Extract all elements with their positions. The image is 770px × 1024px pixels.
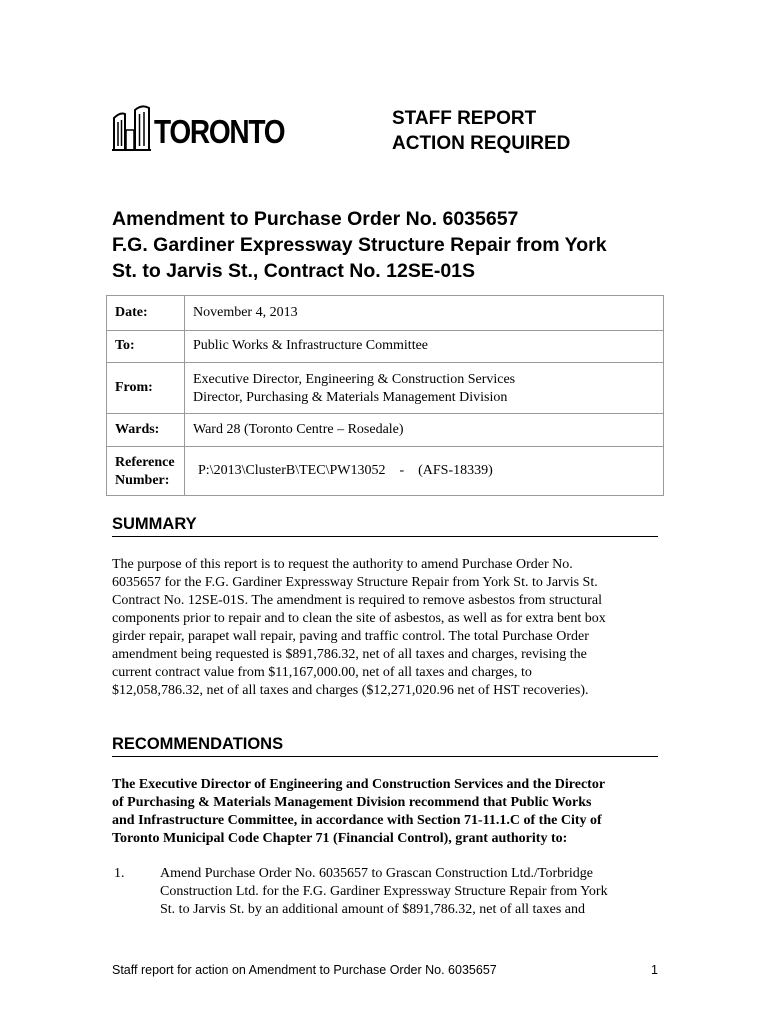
- date-label: Date:: [115, 305, 148, 320]
- recommendations-intro: [112, 776, 672, 848]
- from-value-2: Director, Purchasing & Materials Management Division: [193, 390, 508, 405]
- summary-line: amendment being requested is $891,786.32, net of all taxes and charges, revising the: [112, 647, 587, 662]
- table-row-divider: [107, 446, 663, 447]
- table-column-divider: [184, 296, 185, 495]
- reference-label-2: Number:: [115, 473, 170, 488]
- recommendation-item-line: Amend Purchase Order No. 6035657 to Grascan Construction Ltd./Torbridge: [160, 866, 593, 881]
- to-label: To:: [115, 338, 135, 353]
- title-line-3: St. to Jarvis St., Contract No. 12SE-01S: [112, 260, 476, 282]
- recommendation-item-text: [160, 865, 608, 919]
- report-type-line-1: STAFF REPORT: [392, 108, 537, 129]
- summary-line: components prior to repair and to clean the site of asbestos, as well as for extra bent box: [112, 611, 606, 626]
- wards-value: Ward 28 (Toronto Centre – Rosedale): [193, 422, 404, 437]
- table-row-divider: [107, 330, 663, 331]
- page-number: 1: [651, 963, 658, 977]
- recommendations-intro-line: The Executive Director of Engineering and Construction Services and the Director: [112, 777, 606, 792]
- document-title: [112, 206, 672, 284]
- recommendations-intro-line: of Purchasing & Materials Management Division recommend that Public Works: [112, 795, 592, 810]
- logo-wordmark: TORONTO: [154, 113, 285, 150]
- reference-value: P:\2013\ClusterB\TEC\PW13052 - (AFS-18339): [198, 463, 493, 478]
- table-row-divider: [107, 362, 663, 363]
- report-info-table: [106, 295, 664, 496]
- recommendation-item-number: 1.: [114, 866, 125, 881]
- title-line-1: Amendment to Purchase Order No. 6035657: [112, 208, 519, 230]
- summary-body: [112, 556, 672, 700]
- reference-label-1: Reference: [115, 455, 175, 470]
- page-footer: Staff report for action on Amendment to Purchase Order No. 6035657: [112, 963, 497, 977]
- recommendation-item-line: St. to Jarvis St. by an additional amount of $891,786.32, net of all taxes and: [160, 902, 585, 917]
- summary-line: girder repair, parapet wall repair, paving and traffic control. The total Purchase Order: [112, 629, 589, 644]
- summary-heading: SUMMARY: [112, 514, 658, 537]
- from-value-1: Executive Director, Engineering & Construction Services: [193, 372, 516, 387]
- recommendations-intro-line: and Infrastructure Committee, in accordance with Section 71-11.1.C of the City of: [112, 813, 602, 828]
- wards-label: Wards:: [115, 422, 160, 437]
- date-value: November 4, 2013: [193, 305, 298, 320]
- to-value: Public Works & Infrastructure Committee: [193, 338, 429, 353]
- toronto-logo: [112, 104, 285, 154]
- report-type-heading: [392, 106, 570, 156]
- summary-line: $12,058,786.32, net of all taxes and charges ($12,271,020.96 net of HST recoveries).: [112, 683, 589, 698]
- summary-line: current contract value from $11,167,000.00, net of all taxes and charges, to: [112, 665, 532, 680]
- from-label: From:: [115, 380, 153, 395]
- summary-line: The purpose of this report is to request the authority to amend Purchase Order No.: [112, 557, 573, 572]
- summary-line: Contract No. 12SE-01S. The amendment is required to remove asbestos from structural: [112, 593, 603, 608]
- report-type-line-2: ACTION REQUIRED: [392, 133, 571, 154]
- summary-line: 6035657 for the F.G. Gardiner Expressway Structure Repair from York St. to Jarvis St.: [112, 575, 598, 590]
- recommendations-heading: RECOMMENDATIONS: [112, 734, 658, 757]
- recommendations-intro-line: Toronto Municipal Code Chapter 71 (Financial Control), grant authority to:: [112, 831, 568, 846]
- table-row-divider: [107, 413, 663, 414]
- title-line-2: F.G. Gardiner Expressway Structure Repair from York: [112, 234, 607, 256]
- recommendation-item-line: Construction Ltd. for the F.G. Gardiner Expressway Structure Repair from York: [160, 884, 608, 899]
